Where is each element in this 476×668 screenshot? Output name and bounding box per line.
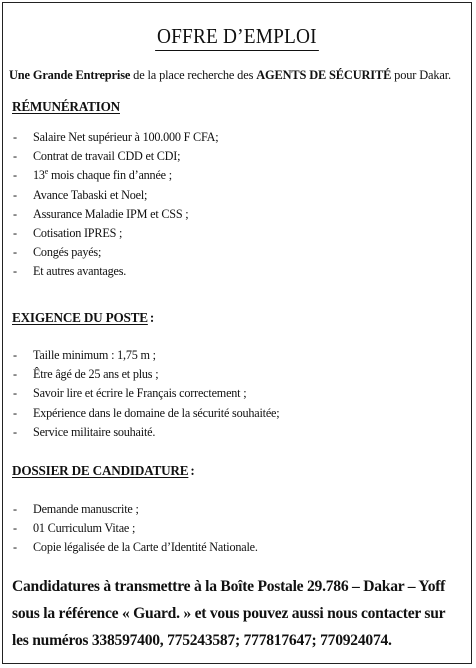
list-item-text: Contrat de travail CDD et CDI; [33, 149, 181, 164]
list-item-text: Avance Tabaski et Noel; [33, 187, 148, 202]
bullet-dash: - [13, 540, 17, 555]
dossier-heading-text: DOSSIER DE CANDIDATURE [12, 463, 189, 478]
bullet-dash: - [13, 130, 17, 144]
job-offer-page [2, 2, 472, 664]
list-item-text: Salaire Net supérieur à 100.000 F CFA; [33, 130, 219, 144]
application-instructions [12, 573, 468, 654]
list-item-text-post: mois chaque fin d’année ; [48, 168, 172, 183]
footer-line-3: les numéros 338597400, 775243587; 777817647; 770924074. [12, 632, 392, 649]
list-item-text: Savoir lire et écrire le Français correctement ; [33, 386, 247, 401]
bullet-dash: - [13, 206, 17, 221]
bullet-dash: - [13, 149, 17, 164]
footer-line-1: Candidatures à transmettre à la Boîte Postale 29.786 – Dakar – Yoff [12, 578, 446, 595]
intro-text-2: pour Dakar. [391, 68, 451, 82]
list-item-text: Copie légalisée de la Carte d’Identité Nationale. [33, 540, 258, 555]
list-item-text: Être âgé de 25 ans et plus ; [33, 367, 159, 382]
list-item-text: 01 Curriculum Vitae ; [33, 521, 136, 536]
bullet-dash: - [13, 168, 17, 183]
ordinal-superscript: e [44, 167, 49, 177]
list-item-text-pre: 13 [33, 168, 45, 183]
exigence-heading [12, 310, 154, 326]
bullet-dash: - [13, 521, 17, 536]
bullet-dash: - [13, 502, 17, 516]
list-item-text: Expérience dans le domaine de la sécurité souhaitée; [33, 405, 280, 420]
exigence-heading-text: EXIGENCE DU POSTE [12, 310, 148, 325]
dossier-heading [12, 463, 195, 479]
title-text: OFFRE D’EMPLOI [155, 23, 319, 51]
list-item-text: Service militaire souhaité. [33, 424, 156, 439]
footer-line-2: sous la référence « Guard. » et vous pouvez aussi nous contacter sur [12, 605, 446, 622]
bullet-dash: - [13, 264, 17, 279]
list-item-text: Taille minimum : 1,75 m ; [33, 348, 156, 362]
bullet-dash: - [13, 386, 17, 401]
list-item-text: Et autres avantages. [33, 264, 127, 279]
list-item-text: Cotisation IPRES ; [33, 225, 123, 240]
exigence-heading-colon: : [149, 310, 155, 325]
bullet-dash: - [13, 225, 17, 240]
list-item-text: Congés payés; [33, 245, 102, 260]
list-item-text: Assurance Maladie IPM et CSS ; [33, 206, 189, 221]
bullet-dash: - [13, 245, 17, 260]
list-item-text: Demande manuscrite ; [33, 502, 139, 516]
intro-paragraph [9, 67, 471, 83]
intro-position: AGENTS DE SÉCURITÉ [256, 68, 392, 82]
list-item-text [33, 166, 172, 185]
intro-text-1: de la place recherche des [130, 68, 257, 82]
remuneration-heading [12, 99, 120, 115]
dossier-heading-colon: : [190, 463, 195, 478]
bullet-dash: - [13, 348, 17, 362]
bullet-dash: - [13, 187, 17, 202]
bullet-dash: - [13, 367, 17, 382]
remuneration-heading-text: RÉMUNÉRATION [12, 99, 120, 114]
bullet-dash: - [13, 424, 17, 439]
intro-company: Une Grande Entreprise [9, 68, 131, 82]
page-title [3, 23, 471, 51]
bullet-dash: - [13, 405, 17, 420]
